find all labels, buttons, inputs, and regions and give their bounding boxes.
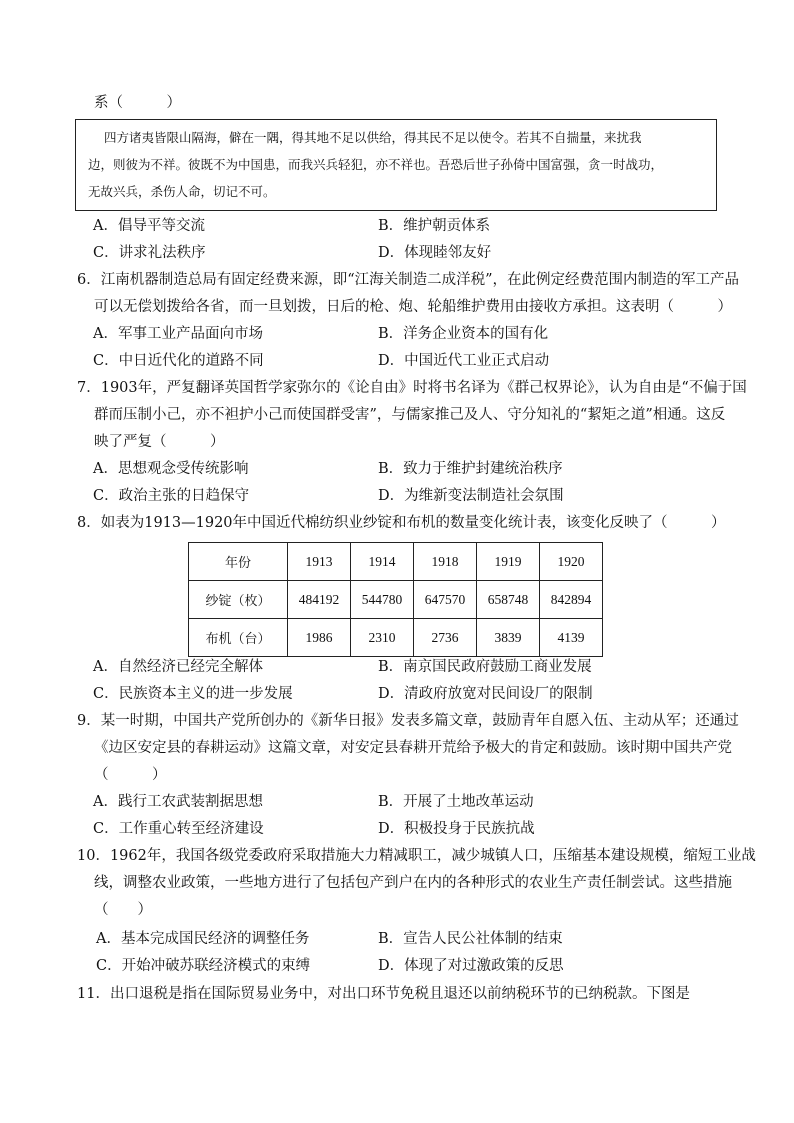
q6-option-b[interactable]: B．洋务企业资本的国有化	[378, 326, 549, 342]
table-cell: 1986	[288, 619, 351, 657]
q10-option-c[interactable]: C．开始冲破苏联经济模式的束缚	[96, 958, 311, 974]
q10-stem-line-3: （ ）	[94, 902, 152, 918]
q8-option-d[interactable]: D．清政府放宽对民间设厂的限制	[378, 686, 593, 702]
q9-stem-line-2: 《边区安定县的春耕运动》这篇文章，对安定县春耕开荒给予极大的肯定和鼓励。该时期中国共产党	[94, 740, 732, 756]
q9-stem-line-3: （ ）	[94, 767, 167, 783]
q7-option-b[interactable]: B．致力于维护封建统治秩序	[378, 461, 563, 477]
q10-option-b[interactable]: B．宣告人民公社体制的结束	[378, 931, 563, 947]
table-row	[189, 619, 603, 657]
q5-quote-line-3: 无故兴兵，杀伤人命，切记不可。	[88, 184, 276, 199]
table-cell: 658748	[477, 581, 540, 619]
q6-option-a[interactable]: A．军事工业产品面向市场	[93, 326, 263, 342]
q8-option-c[interactable]: C．民族资本主义的进一步发展	[93, 686, 293, 702]
q6-option-c[interactable]: C．中日近代化的道路不同	[93, 353, 264, 369]
table-cell: 布机（台）	[189, 619, 288, 657]
table-row	[189, 581, 603, 619]
table-cell: 3839	[477, 619, 540, 657]
q6-option-d[interactable]: D．中国近代工业正式启动	[378, 353, 550, 369]
table-header-row	[189, 543, 603, 581]
q5-option-b[interactable]: B．维护朝贡体系	[378, 218, 491, 234]
q7-stem-line-1: 7．1903年，严复翻译英国哲学家弥尔的《论自由》时将书名译为《群己权界论》，认为自由是“不偏于国	[77, 380, 747, 396]
q7-option-c[interactable]: C．政治主张的日趋保守	[93, 488, 250, 504]
table-cell: 4139	[540, 619, 603, 657]
q6-stem-line-2: 可以无偿划拨给各省，而一旦划拨，日后的枪、炮、轮船维护费用由接收方承担。这表明（ ）	[94, 299, 732, 315]
q9-option-a[interactable]: A．践行工农武装割据思想	[93, 794, 263, 810]
table-header-cell: 1918	[414, 543, 477, 581]
q9-option-c[interactable]: C．工作重心转至经济建设	[93, 821, 264, 837]
q6-stem-line-1: 6．江南机器制造总局有固定经费来源，即“江海关制造二成洋税”，在此例定经费范围内制造的军工产品	[77, 272, 740, 288]
q9-option-b[interactable]: B．开展了土地改革运动	[378, 794, 534, 810]
q8-option-b[interactable]: B．南京国民政府鼓励工商业发展	[378, 659, 592, 675]
q7-option-a[interactable]: A．思想观念受传统影响	[93, 461, 249, 477]
q5-quote-box	[75, 119, 717, 211]
table-cell: 842894	[540, 581, 603, 619]
q11-stem-line-1: 11．出口退税是指在国际贸易业务中，对出口环节免税且退还以前纳税环节的已纳税款。下图是	[77, 986, 690, 1002]
table-cell: 544780	[351, 581, 414, 619]
q7-stem-line-2: 群而压制小己，亦不袒护小己而使国群受害”，与儒家推己及人、守分知礼的“絜矩之道”相通。这反	[94, 407, 726, 423]
q10-stem-line-1: 10．1962年，我国各级党委政府采取措施大力精减职工，减少城镇人口，压缩基本建设规模，缩短工业战	[77, 848, 756, 864]
table-header-cell: 年份	[189, 543, 288, 581]
q8-statistics-table	[188, 542, 603, 657]
q8-option-a[interactable]: A．自然经济已经完全解体	[93, 659, 263, 675]
q9-stem-line-1: 9．某一时期，中国共产党所创办的《新华日报》发表多篇文章，鼓励青年自愿入伍、主动从军；还通过	[77, 713, 739, 729]
q5-option-a[interactable]: A．倡导平等交流	[93, 218, 205, 234]
table-header-cell: 1919	[477, 543, 540, 581]
q7-stem-line-3: 映了严复（ ）	[94, 434, 225, 450]
table-cell: 纱锭（枚）	[189, 581, 288, 619]
q9-option-d[interactable]: D．积极投身于民族抗战	[378, 821, 535, 837]
q5-stem-tail: 系（ ）	[94, 95, 181, 111]
table-cell: 2310	[351, 619, 414, 657]
table-header-cell: 1914	[351, 543, 414, 581]
q10-option-a[interactable]: A．基本完成国民经济的调整任务	[96, 931, 310, 947]
q8-stem-line-1: 8．如表为1913—1920年中国近代棉纺织业纱锭和布机的数量变化统计表，该变化反映了（ ）	[77, 515, 726, 531]
q5-option-d[interactable]: D．体现睦邻友好	[378, 245, 492, 261]
q5-quote-line-2: 边，则彼为不祥。彼既不为中国患，而我兴兵轻犯，亦不祥也。吾恐后世子孙倚中国富强，贪一时战功，	[88, 157, 664, 172]
table-cell: 647570	[414, 581, 477, 619]
q10-option-d[interactable]: D．体现了对过激政策的反思	[378, 958, 564, 974]
table-header-cell: 1920	[540, 543, 603, 581]
q7-option-d[interactable]: D．为维新变法制造社会氛围	[378, 488, 564, 504]
table-cell: 484192	[288, 581, 351, 619]
q5-option-c[interactable]: C．讲求礼法秩序	[93, 245, 206, 261]
table-header-cell: 1913	[288, 543, 351, 581]
table-cell: 2736	[414, 619, 477, 657]
q5-quote-line-1: 四方诸夷皆限山隔海，僻在一隅，得其地不足以供给，得其民不足以使令。若其不自揣量，来扰我	[104, 130, 642, 145]
q10-stem-line-2: 线，调整农业政策，一些地方进行了包括包产到户在内的各种形式的农业生产责任制尝试。这些措施	[94, 875, 732, 891]
